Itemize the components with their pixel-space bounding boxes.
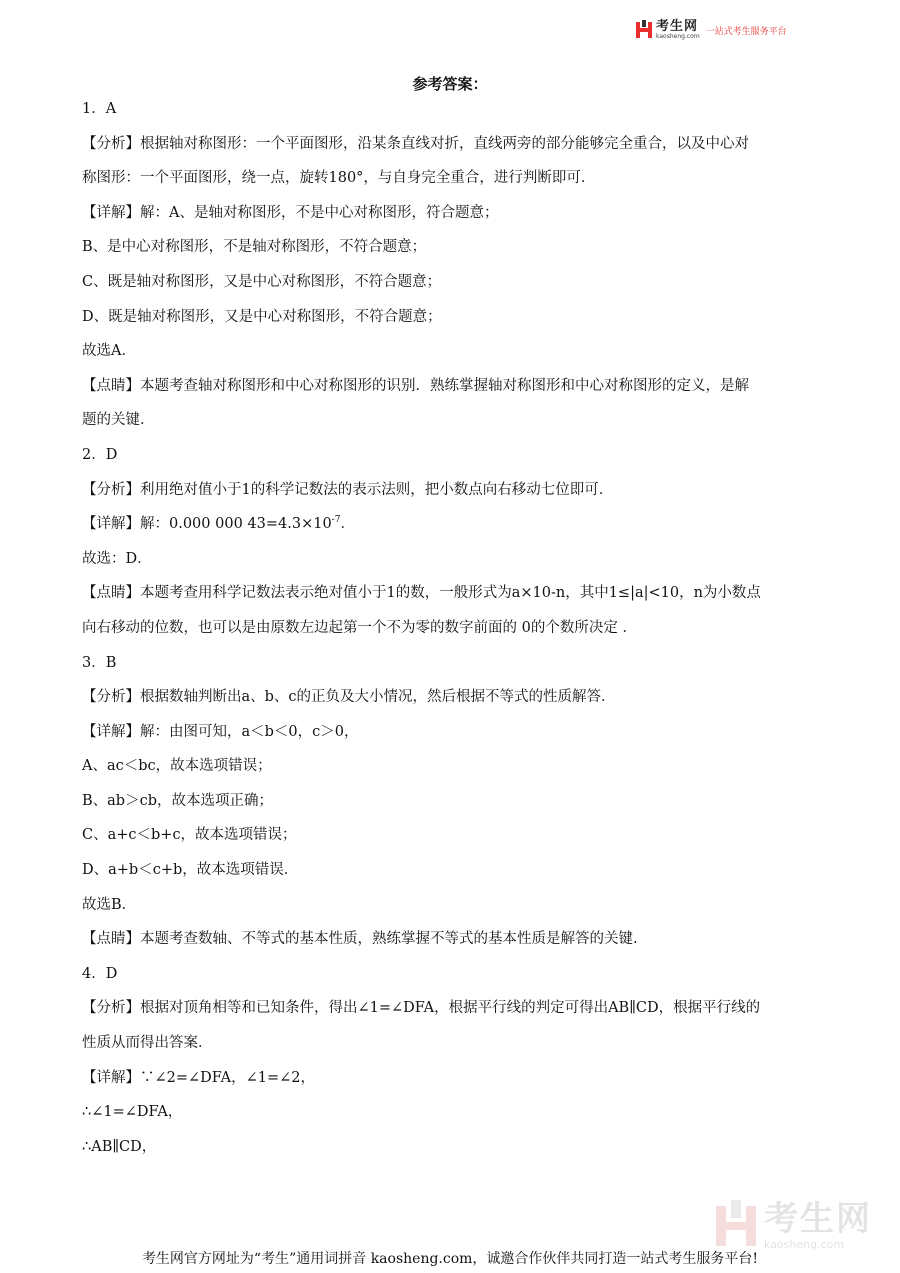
- text-line: 故选A．: [82, 343, 136, 360]
- page-title: 参考答案：: [412, 75, 488, 93]
- text-line: 【详解】解：由图可知，a＜b＜0，c＞0，: [82, 723, 359, 740]
- text-line: 3．B: [82, 654, 117, 671]
- text-line: 【分析】利用绝对值小于1的科学记数法的表示法则，把小数点向右移动七位即可．: [82, 481, 614, 498]
- text-line: 向右移动的位数，也可以是由原数左边起第一个不为零的数字前面的 0的个数所决定 ．: [82, 619, 637, 636]
- text-line: 故选：D．: [82, 550, 152, 567]
- sci-tail: ．: [340, 516, 355, 533]
- text-line: 【点睛】本题考查用科学记数法表示绝对值小于1的数，一般形式为a×10-n，其中1≤|a|<10，n为小数点: [82, 585, 761, 602]
- text-line: 【点睛】本题考查数轴、不等式的基本性质，熟练掌握不等式的基本性质是解答的关键.: [82, 931, 638, 948]
- text-line: ∴AB∥CD，: [82, 1138, 157, 1155]
- page-footer: 考生网官方网址为“考生”通用词拼音 kaosheng.com，诚邀合作伙伴共同打造一站式考生服务平台!: [141, 1251, 759, 1267]
- text-line: 性质从而得出答案．: [82, 1035, 213, 1052]
- text-line: D、既是轴对称图形，又是中心对称图形，不符合题意；: [82, 308, 442, 325]
- logo-slogan: 一站式考生服务平台: [705, 26, 787, 37]
- text-line: 【分析】根据轴对称图形：一个平面图形，沿某条直线对折，直线两旁的部分能够完全重合，以及中心对: [82, 135, 749, 152]
- text-line: 题的关键．: [82, 412, 155, 429]
- logo-icon: [636, 20, 652, 40]
- text-line: 【详解】∵∠2=∠DFA，∠1=∠2，: [82, 1069, 315, 1086]
- text-line: A、ac＜bc，故本选项错误；: [82, 758, 272, 775]
- watermark-text: 考生网: [764, 1198, 872, 1239]
- watermark-logo: [716, 1200, 872, 1252]
- text-line: 【分析】根据数轴判断出a、b、c的正负及大小情况，然后根据不等式的性质解答．: [82, 689, 616, 706]
- text-line: 【详解】解：A、是轴对称图形，不是中心对称图形，符合题意；: [82, 204, 499, 221]
- text-line: 称图形：一个平面图形，绕一点，旋转180°，与自身完全重合，进行判断即可．: [82, 170, 596, 187]
- header-logo: [636, 18, 787, 42]
- text-line: ∴∠1=∠DFA，: [82, 1104, 183, 1121]
- logo-text: 考生网: [656, 19, 699, 34]
- answer-content: [82, 92, 822, 1164]
- watermark-icon: [716, 1200, 756, 1252]
- watermark-domain: kaosheng.com: [764, 1237, 845, 1251]
- text-line-sci: [82, 507, 822, 542]
- text-line: 4．D: [82, 965, 118, 982]
- logo-domain: kaosheng.com: [656, 33, 700, 40]
- text-line: B、ab＞cb，故本选项正确；: [82, 792, 273, 809]
- text-line: D、a+b＜c+b，故本选项错误．: [82, 862, 299, 879]
- text-line: C、a+c＜b+c，故本选项错误；: [82, 827, 297, 844]
- text-line: 【点睛】本题考查轴对称图形和中心对称图形的识别．熟练掌握轴对称图形和中心对称图形的定义，是解: [82, 377, 749, 394]
- text-line: C、既是轴对称图形，又是中心对称图形，不符合题意；: [82, 273, 442, 290]
- sci-exponent: -7: [331, 515, 341, 526]
- text-line: 2．D: [82, 446, 118, 463]
- text-line: 故选B．: [82, 896, 137, 913]
- sci-base: 【详解】解：0.000 000 43=4.3×10: [82, 516, 332, 533]
- text-line: B、是中心对称图形，不是轴对称图形，不符合题意；: [82, 239, 427, 256]
- text-line: 1．A: [82, 101, 117, 117]
- text-line: 【分析】根据对顶角相等和已知条件，得出∠1=∠DFA，根据平行线的判定可得出AB∥CD，根据平行线的: [82, 1000, 761, 1017]
